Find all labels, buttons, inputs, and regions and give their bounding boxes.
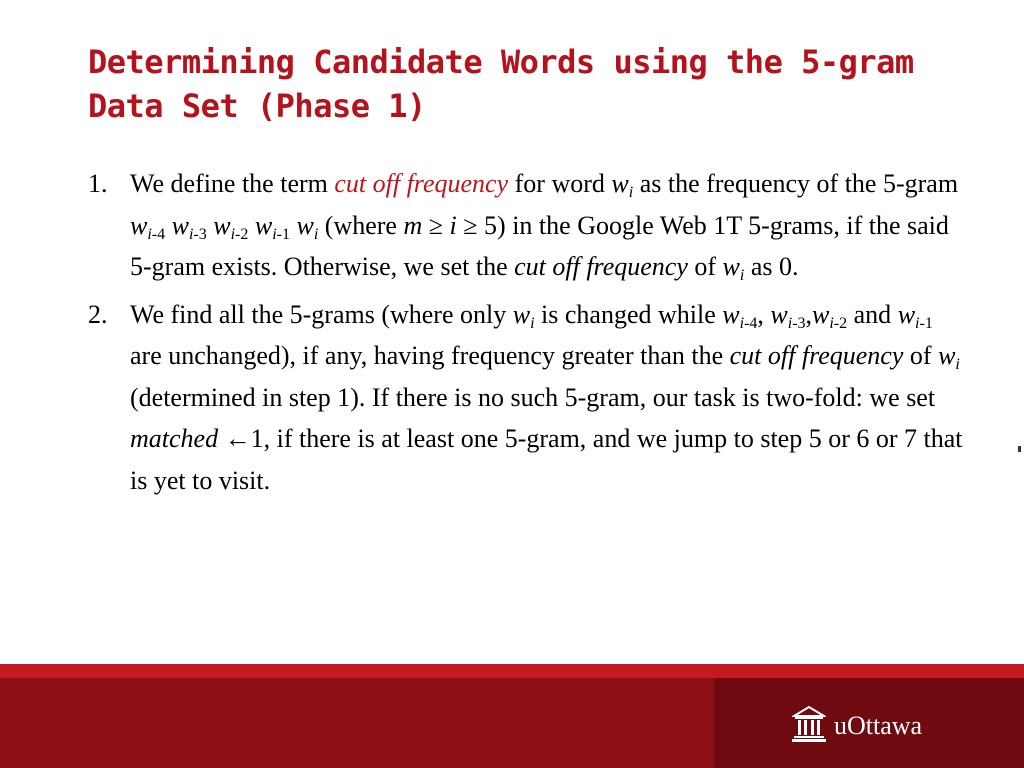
text-segment: as the frequency of the 5-gram <box>633 169 959 198</box>
text-segment: We define the term <box>130 169 335 198</box>
text-segment: of <box>903 341 939 370</box>
text-segment: w <box>296 210 314 240</box>
text-segment: i <box>915 314 920 332</box>
text-segment: are unchanged), if any, having frequency greater than the <box>130 341 730 370</box>
text-segment: of <box>687 252 723 281</box>
text-segment: ←1, if there is at least one 5-gram, and we jump to step 5 or 6 or 7 that is yet to visit. <box>130 424 963 495</box>
text-segment: w <box>130 210 148 240</box>
text-segment: i <box>787 314 793 332</box>
text-segment: w <box>171 210 189 240</box>
text-segment: -1 <box>276 225 290 243</box>
footer-accent-band <box>0 664 1024 678</box>
text-segment: -2 <box>833 314 848 332</box>
text-segment: -2 <box>235 225 249 243</box>
text-segment: i <box>188 225 194 243</box>
list-item-number: 2. <box>88 299 108 329</box>
text-segment: cut off frequency <box>334 169 509 198</box>
list-item <box>88 294 968 502</box>
text-segment: ≥ <box>422 210 450 240</box>
university-building-icon <box>792 705 826 747</box>
text-segment: -3 <box>193 225 207 243</box>
text-segment: m <box>403 210 423 240</box>
list-item-text <box>130 169 959 284</box>
text-segment: is changed while <box>534 299 723 329</box>
text-segment: , <box>805 299 813 329</box>
text-segment: i <box>449 210 457 240</box>
text-segment: matched <box>130 424 219 453</box>
text-segment: i <box>955 356 960 373</box>
text-segment: w <box>254 210 273 240</box>
text-segment: i <box>530 314 535 332</box>
text-segment: -3 <box>792 314 806 332</box>
text-segment: i <box>739 267 745 284</box>
university-logo <box>792 706 922 746</box>
text-segment: w <box>213 210 231 240</box>
text-segment: (where <box>318 210 404 240</box>
text-segment: cut off frequency <box>514 252 688 281</box>
text-segment: w <box>722 299 740 329</box>
text-segment: i <box>147 225 152 243</box>
text-segment: and <box>847 299 898 329</box>
list-item-text <box>130 300 963 495</box>
edge-artifact <box>1018 446 1021 452</box>
text-segment: -4 <box>744 314 758 332</box>
numbered-list <box>88 163 968 507</box>
text-segment: We find all the 5-grams (where only <box>130 299 513 329</box>
list-item-number: 1. <box>88 169 108 198</box>
text-segment: w <box>897 299 916 329</box>
text-segment: i <box>313 225 319 243</box>
text-segment: w <box>812 299 830 329</box>
slide-title: Determining Candidate Words using the 5-gram Data Set (Phase 1) <box>88 43 914 125</box>
text-segment: for word <box>508 169 612 198</box>
text-segment: -1 <box>919 314 933 332</box>
text-segment: cut off frequency <box>729 341 904 370</box>
text-segment: i <box>829 314 834 332</box>
text-segment: ≥ 5) in the Google Web 1T 5-grams, if the said 5-gram exists. Otherwise, we set the <box>130 210 949 281</box>
text-segment: i <box>739 314 745 332</box>
text-segment: w <box>512 299 531 329</box>
list-item <box>88 163 968 288</box>
text-segment: w <box>722 252 740 281</box>
text-segment: w <box>938 341 956 370</box>
text-segment: , <box>757 299 771 329</box>
text-segment: i <box>628 184 634 201</box>
text-segment: i <box>272 225 277 243</box>
text-segment: as 0. <box>744 252 799 281</box>
text-segment: (determined in step 1). If there is no such 5-gram, our task is two-fold: we set <box>130 382 936 412</box>
logo-text: uOttawa <box>834 711 923 740</box>
text-segment: -4 <box>151 225 166 243</box>
text-segment: i <box>230 225 236 243</box>
text-segment: w <box>770 299 788 329</box>
text-segment: w <box>611 169 629 198</box>
